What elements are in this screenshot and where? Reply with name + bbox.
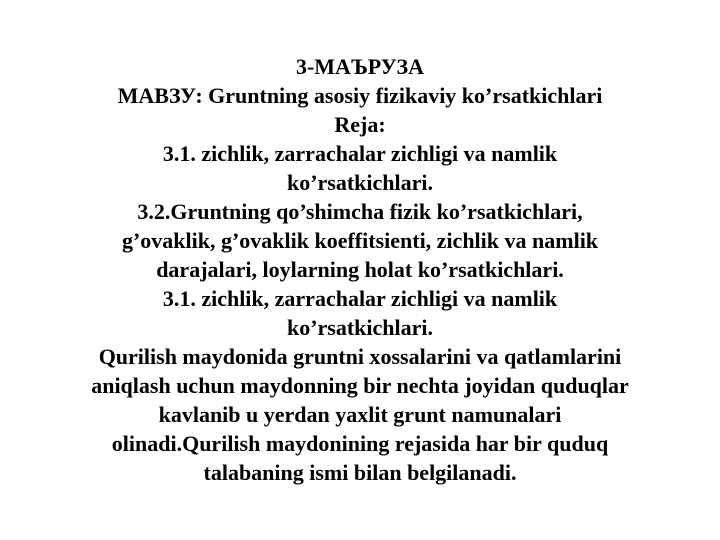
- body-paragraph-line: kavlanib u yerdan yaxlit grunt namunalari: [158, 402, 562, 427]
- section-heading-line: ko’rsatkichlari.: [286, 315, 434, 340]
- plan-item-2-line: g’ovaklik, g’ovaklik koeffitsienti, zichlik va namlik: [121, 228, 599, 253]
- plan-item-1-line: 3.1. zichlik, zarrachalar zichligi va namlik: [162, 141, 558, 166]
- body-paragraph-line: aniqlash uchun maydonning bir nechta joyidan quduqlar: [91, 373, 629, 398]
- plan-item-1-line: ko’rsatkichlari.: [286, 170, 434, 195]
- body-paragraph-line: Qurilish maydonida gruntni xossalarini va qatlamlarini: [98, 344, 622, 369]
- body-paragraph-line: olinadi.Qurilish maydonining rejasida har bir quduq: [111, 431, 609, 456]
- section-heading: [0, 284, 720, 342]
- lecture-topic: МАВЗУ: Gruntning asosiy fizikaviy ko’rsatkichlari: [117, 83, 603, 108]
- body-paragraph-line: talabaning ismi bilan belgilanadi.: [203, 460, 517, 485]
- plan-item-2-line: darajalari, loylarning holat ko’rsatkichlari.: [156, 257, 564, 282]
- body-paragraph: [0, 342, 720, 487]
- plan-item-2: [0, 197, 720, 284]
- plan-item-2-line: 3.2.Gruntning qo’shimcha fizik ko’rsatkichlari,: [137, 199, 583, 224]
- lecture-slide: [0, 52, 720, 487]
- plan-label: Reja:: [334, 112, 386, 137]
- section-heading-line: 3.1. zichlik, zarrachalar zichligi va namlik: [162, 286, 558, 311]
- plan-item-1: [0, 139, 720, 197]
- lecture-title: 3-МАЪРУЗА: [295, 54, 425, 79]
